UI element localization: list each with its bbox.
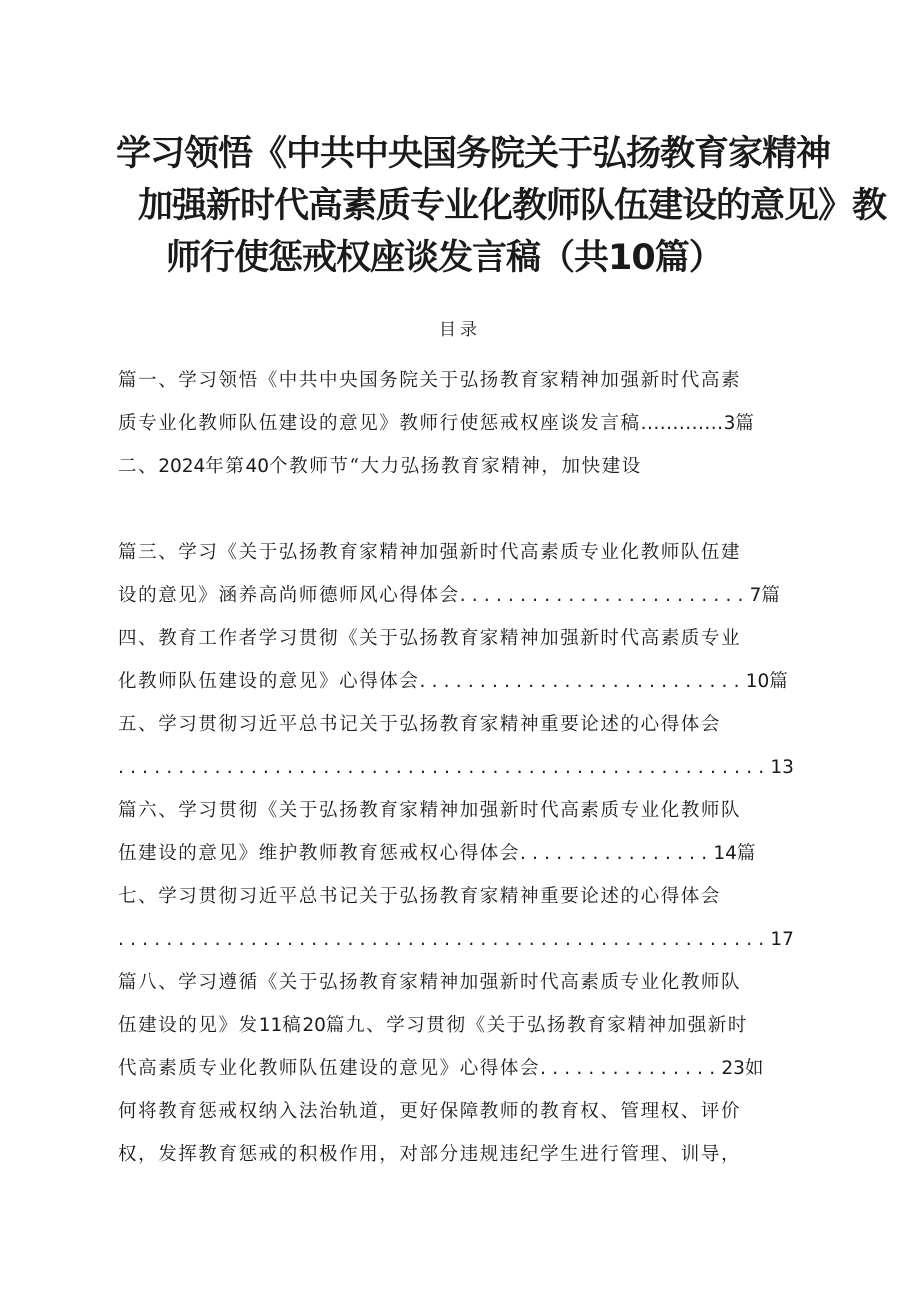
toc-line: 四、教育工作者学习贯彻《关于弘扬教育家精神加强新时代高素质专业 bbox=[118, 628, 742, 649]
toc-block-2 bbox=[118, 531, 818, 1176]
toc-leader-dots: ...................................................... bbox=[118, 757, 771, 778]
toc-entry-text: 伍建设的意见》维护教师教育惩戒权心得体会 bbox=[118, 843, 521, 864]
toc-line bbox=[118, 1047, 818, 1090]
toc-entry-text: 稿 bbox=[282, 1015, 303, 1036]
body-paragraph-line: 何将教育惩戒权纳入法治轨道，更好保障教师的教育权、管理权、评价 bbox=[118, 1101, 742, 1122]
toc-page-number: 7 bbox=[749, 585, 762, 606]
toc-entry-text: 代高素质专业化教师队伍建设的意见》心得体会 bbox=[118, 1058, 541, 1079]
toc-line: 篇三、学习《关于弘扬教育家精神加强新时代高素质专业化教师队伍建 bbox=[118, 542, 742, 563]
toc-page-number: 13 bbox=[770, 757, 794, 778]
toc-leader-dots: ...................................................... bbox=[118, 929, 771, 950]
toc-page-number: 17 bbox=[770, 929, 794, 950]
toc-leader-dots: ............... bbox=[540, 1058, 722, 1079]
document-title bbox=[100, 128, 887, 284]
toc-heading: 目录 bbox=[439, 320, 481, 340]
toc-entry-text: 年第 bbox=[205, 456, 246, 477]
toc-block-1 bbox=[118, 359, 818, 488]
toc-entry-text: 化教师队伍建设的意见》心得体会 bbox=[118, 671, 420, 692]
toc-line: 七、学习贯彻习近平总书记关于弘扬教育家精神重要论述的心得体会 bbox=[118, 886, 722, 907]
toc-entry-text: 篇 bbox=[769, 671, 790, 692]
title-line-3: 师行使惩戒权座谈发言稿（共10篇） bbox=[166, 238, 723, 278]
toc-entry-text: 设的意见》涵养高尚师德师风心得体会 bbox=[118, 585, 460, 606]
toc-entry-text: 篇 bbox=[735, 413, 756, 434]
toc-line bbox=[118, 918, 818, 961]
toc-line: 篇六、学习贯彻《关于弘扬教育家精神加强新时代高素质专业化教师队 bbox=[118, 800, 742, 821]
toc-number: 11 bbox=[258, 1015, 283, 1036]
toc-entry-text: 篇九、学习贯彻《关于弘扬教育家精神加强新时 bbox=[325, 1015, 749, 1036]
toc-page-number: 3 bbox=[723, 413, 736, 434]
toc-line bbox=[118, 660, 818, 703]
title-line-1: 学习领悟《中共中央国务院关于弘扬教育家精神 bbox=[116, 134, 831, 174]
toc-line bbox=[118, 832, 818, 875]
toc-line: 篇一、学习领悟《中共中央国务院关于弘扬教育家精神加强新时代高素 bbox=[118, 370, 742, 391]
toc-line bbox=[118, 402, 818, 445]
body-paragraph-line: 权，发挥教育惩戒的积极作用，对部分违规违纪学生进行管理、训导， bbox=[118, 1144, 742, 1165]
toc-line bbox=[118, 1004, 818, 1047]
toc-entry-text: 质专业化教师队伍建设的意见》教师行使惩戒权座谈发言稿 bbox=[118, 413, 641, 434]
toc-page-number: 23 bbox=[721, 1058, 745, 1079]
toc-page-number: 10 bbox=[745, 671, 770, 692]
toc-number: 20 bbox=[302, 1015, 326, 1036]
toc-page-number: 14 bbox=[713, 843, 737, 864]
toc-leader-dots: ........................... bbox=[419, 671, 746, 692]
toc-line bbox=[118, 746, 818, 789]
toc-line bbox=[118, 574, 818, 617]
toc-entry-text: 篇 bbox=[736, 843, 757, 864]
toc-leader-dots: ........................ bbox=[459, 585, 750, 606]
toc-number: 2024 bbox=[158, 456, 206, 477]
toc-line: 五、学习贯彻习近平总书记关于弘扬教育家精神重要论述的心得体会 bbox=[118, 714, 722, 735]
toc-entry-text: 如 bbox=[744, 1058, 765, 1079]
toc-entry-text: 二、 bbox=[118, 456, 159, 477]
toc-leader-dots: ............. bbox=[640, 413, 724, 434]
toc-entry-text: 篇 bbox=[761, 585, 782, 606]
toc-entry-text: 个教师节“大力弘扬教育家精神，加快建设 bbox=[269, 456, 642, 477]
toc-entry-text: 伍建设的见》发 bbox=[118, 1015, 259, 1036]
toc-line bbox=[118, 445, 818, 488]
toc-number: 40 bbox=[245, 456, 270, 477]
toc-leader-dots: ................ bbox=[520, 843, 714, 864]
title-line-2: 加强新时代高素质专业化教师队伍建设的意见》教 bbox=[138, 186, 887, 226]
toc-line: 篇八、学习遵循《关于弘扬教育家精神加强新时代高素质专业化教师队 bbox=[118, 972, 742, 993]
